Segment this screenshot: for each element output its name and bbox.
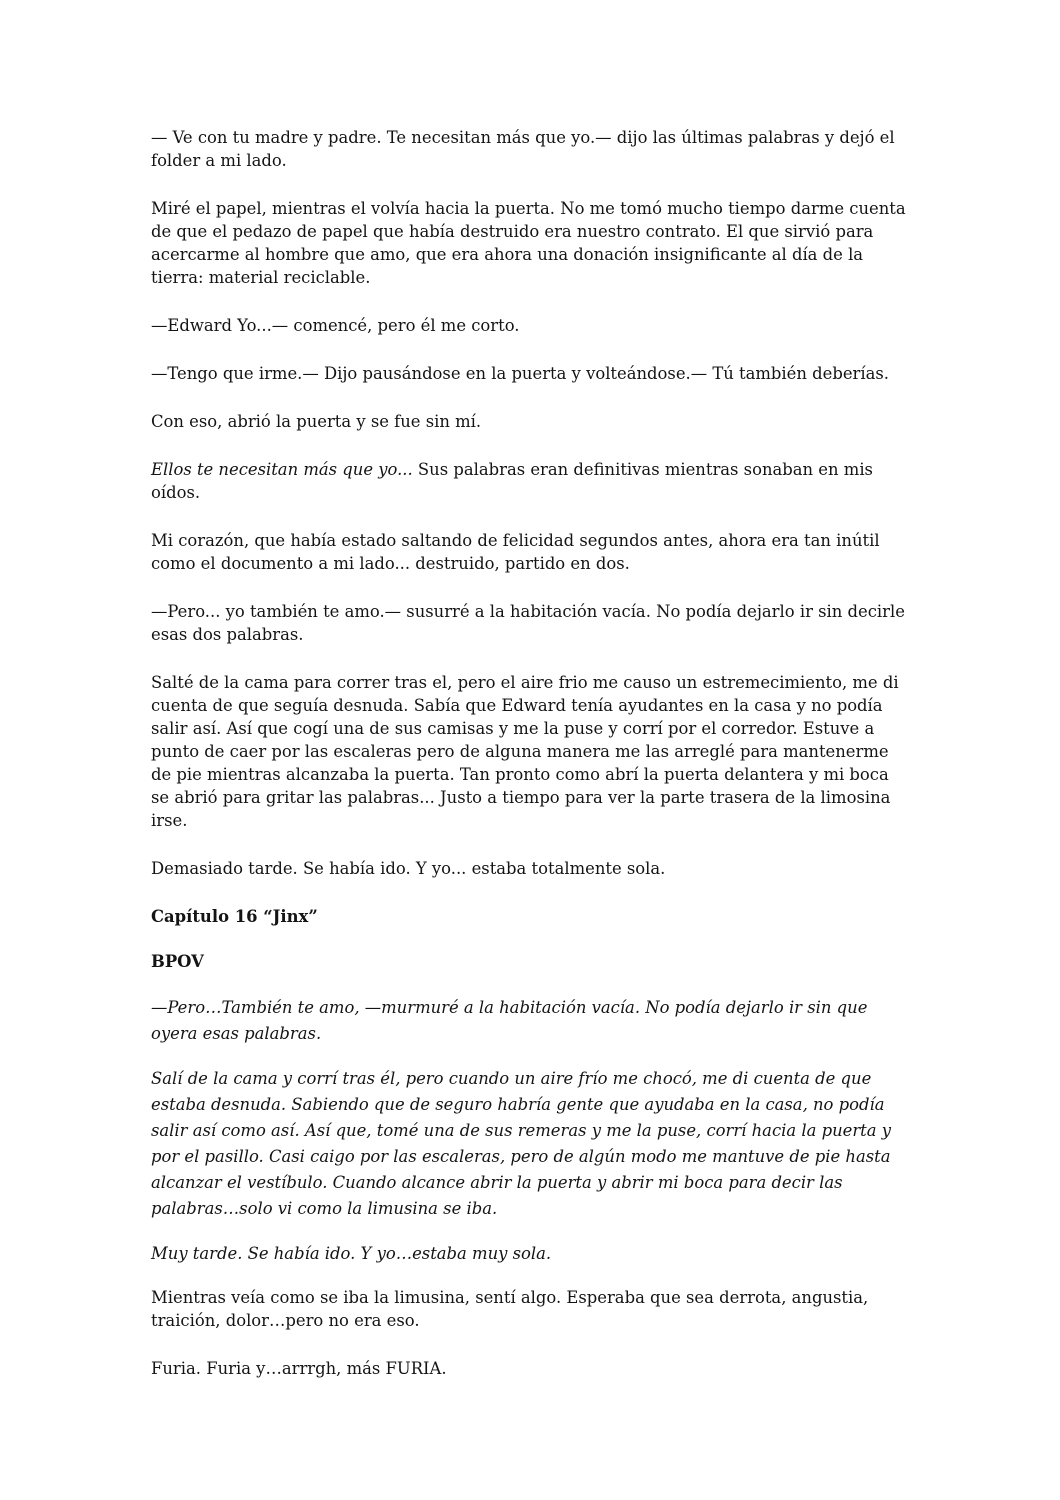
paragraph-7: Mi corazón, que había estado saltando de felicidad segundos antes, ahora era tan inútil como el documento a mi lado... destruido, partido en dos.: [151, 531, 880, 573]
paragraph-8: —Pero... yo también te amo.— susurré a la habitación vacía. No podía dejarlo ir sin decirle esas dos palabras.: [151, 602, 905, 644]
paragraph-6: [151, 458, 911, 504]
paragraph-6-italic: Ellos te necesitan más que yo...: [151, 460, 413, 479]
paragraph-6-text: Sus palabras eran definitivas mientras sonaban en mis oídos.: [151, 460, 873, 502]
italic-paragraph-3: Muy tarde. Se había ido. Y yo…estaba muy sola.: [151, 1244, 552, 1263]
document-page: [151, 126, 911, 1405]
italic-paragraph-2: Salí de la cama y corrí tras él, pero cuando un aire frío me chocó, me di cuenta de que estaba desnuda. Sabiendo que de seguro habría gente que ayudaba en la casa, no podía salir así como así. Así que, tomé una de sus remeras y me la puse, corrí hacia la puerta y por el pasillo. Casi caigo por las escaleras, pero de algún modo me mantuve de pie hasta alcanzar el vestíbulo. Cuando alcance abrir la puerta y abrir mi boca para decir las palabras…solo vi como la limusina se iba.: [151, 1069, 891, 1218]
chapter-title: Capítulo 16 “Jinx”: [151, 907, 318, 926]
italic-paragraph-1: —Pero…También te amo, —murmuré a la habitación vacía. No podía dejarlo ir sin que oyera esas palabras.: [151, 998, 868, 1043]
paragraph-2: Miré el papel, mientras el volvía hacia la puerta. No me tomó mucho tiempo darme cuenta de que el pedazo de papel que había destruido era nuestro contrato. El que sirvió para acercarme al hombre que amo, que era ahora una donación insignificante al día de la tierra: material reciclable.: [151, 199, 906, 287]
paragraph-3: —Edward Yo...— comencé, pero él me corto.: [151, 316, 520, 335]
paragraph-5: Con eso, abrió la puerta y se fue sin mí.: [151, 412, 482, 431]
paragraph-9: Salté de la cama para correr tras el, pero el aire frio me causo un estremecimiento, me di cuenta de que seguía desnuda. Sabía que Edward tenía ayudantes en la casa y no podía salir así. Así que cogí una de sus camisas y me la puse y corrí por el corredor. Estuve a punto de caer por las escaleras pero de alguna manera me las arreglé para mantenerme de pie mientras alcanzaba la puerta. Tan pronto como abrí la puerta delantera y mi boca se abrió para gritar las palabras... Justo a tiempo para ver la parte trasera de la limosina irse.: [151, 673, 899, 830]
paragraph-10: Demasiado tarde. Se había ido. Y yo... estaba totalmente sola.: [151, 859, 666, 878]
pov-label: BPOV: [151, 952, 204, 971]
closing-paragraph-1: Mientras veía como se iba la limusina, sentí algo. Esperaba que sea derrota, angustia, traición, dolor…pero no era eso.: [151, 1288, 869, 1330]
paragraph-4: —Tengo que irme.— Dijo pausándose en la puerta y volteándose.— Tú también deberías.: [151, 364, 889, 383]
closing-paragraph-2: Furia. Furia y…arrrgh, más FURIA.: [151, 1359, 447, 1378]
paragraph-1: — Ve con tu madre y padre. Te necesitan más que yo.— dijo las últimas palabras y dejó el folder a mi lado.: [151, 128, 895, 170]
